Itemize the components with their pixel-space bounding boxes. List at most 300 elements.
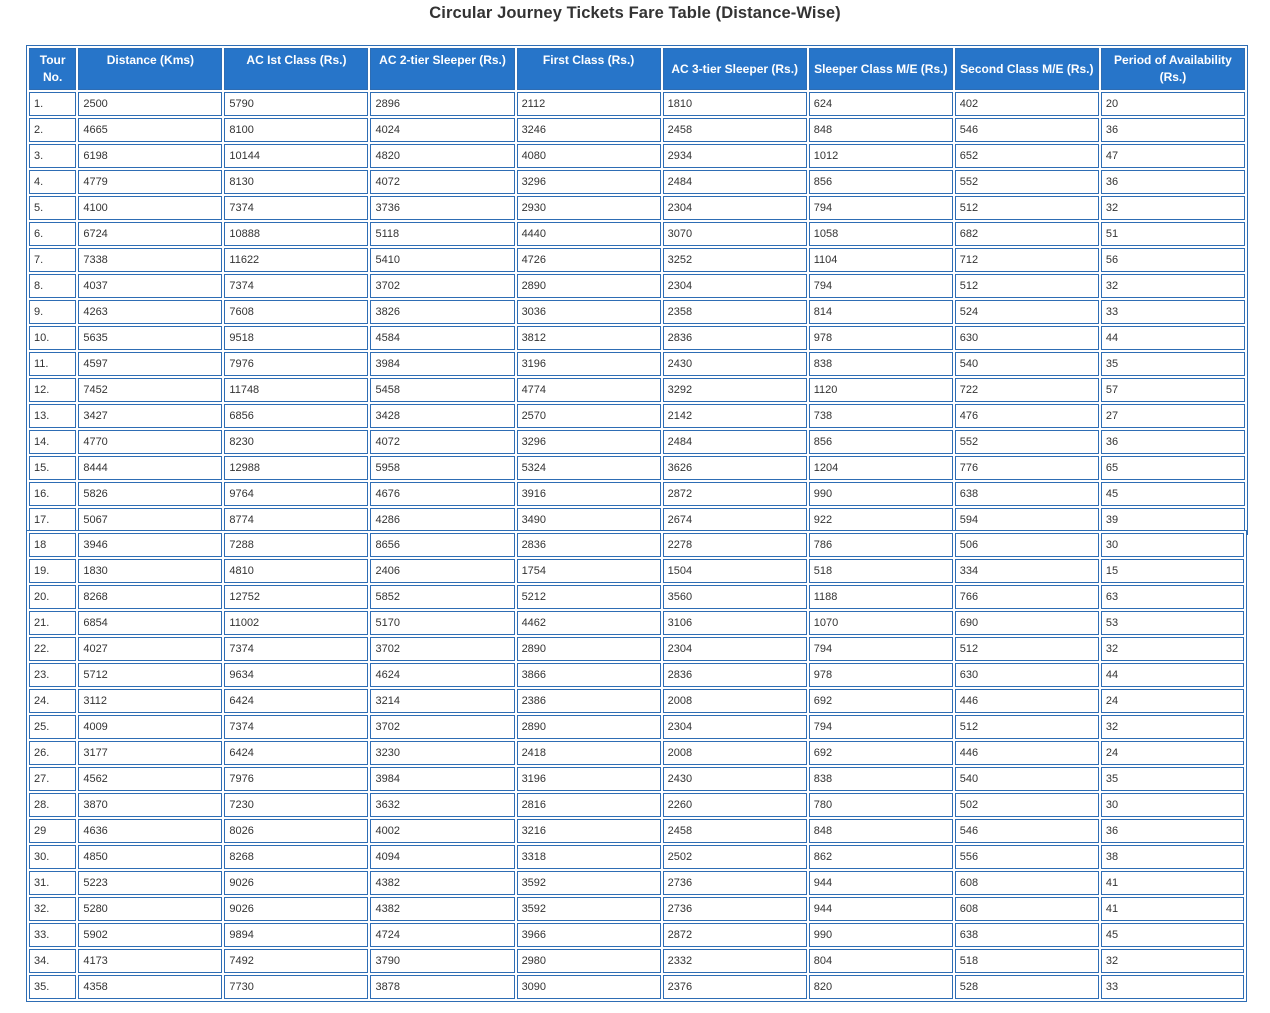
cell-period-of-availability: 15 xyxy=(1101,559,1244,583)
cell-ac-3-tier: 2674 xyxy=(663,508,807,532)
cell-distance: 4636 xyxy=(78,819,222,843)
cell-period-of-availability: 32 xyxy=(1101,637,1244,661)
cell-sleeper-class: 1104 xyxy=(809,248,953,272)
cell-ac-first-class: 7230 xyxy=(224,793,368,817)
cell-sleeper-class: 990 xyxy=(809,923,953,947)
cell-period-of-availability: 53 xyxy=(1101,611,1244,635)
cell-first-class: 3592 xyxy=(517,871,661,895)
cell-sleeper-class: 794 xyxy=(809,274,953,298)
cell-first-class: 2890 xyxy=(517,637,661,661)
cell-second-class: 512 xyxy=(955,637,1099,661)
cell-distance: 5902 xyxy=(78,923,222,947)
cell-second-class: 502 xyxy=(955,793,1099,817)
cell-sleeper-class: 814 xyxy=(809,300,953,324)
cell-ac-3-tier: 2304 xyxy=(663,274,807,298)
cell-ac-first-class: 7374 xyxy=(224,196,368,220)
cell-tour-no: 10. xyxy=(29,326,76,350)
cell-ac-2-tier: 3984 xyxy=(370,352,514,376)
cell-ac-first-class: 7976 xyxy=(224,352,368,376)
cell-ac-first-class: 7288 xyxy=(224,533,368,557)
cell-tour-no: 35. xyxy=(29,975,76,999)
cell-ac-first-class: 8774 xyxy=(224,508,368,532)
cell-first-class: 2930 xyxy=(517,196,661,220)
fare-table-part-2 xyxy=(26,530,1247,1002)
table-row xyxy=(29,430,1245,454)
cell-tour-no: 26. xyxy=(29,741,76,765)
cell-period-of-availability: 20 xyxy=(1101,92,1245,116)
cell-tour-no: 18 xyxy=(29,533,76,557)
cell-ac-first-class: 8268 xyxy=(224,845,368,869)
header-first-class: First Class (Rs.) xyxy=(517,48,661,90)
header-period-of-availability: Period of Availability (Rs.) xyxy=(1101,48,1245,90)
cell-ac-2-tier: 4820 xyxy=(370,144,514,168)
cell-ac-first-class: 12752 xyxy=(224,585,368,609)
cell-ac-3-tier: 2332 xyxy=(663,949,807,973)
cell-sleeper-class: 990 xyxy=(809,482,953,506)
table-header-row xyxy=(29,48,1245,90)
cell-distance: 7338 xyxy=(78,248,222,272)
cell-sleeper-class: 692 xyxy=(809,741,953,765)
cell-distance: 4037 xyxy=(78,274,222,298)
cell-sleeper-class: 862 xyxy=(809,845,953,869)
cell-ac-3-tier: 2872 xyxy=(663,482,807,506)
cell-ac-2-tier: 3826 xyxy=(370,300,514,324)
cell-ac-2-tier: 2406 xyxy=(370,559,514,583)
cell-sleeper-class: 848 xyxy=(809,819,953,843)
cell-distance: 4358 xyxy=(78,975,222,999)
cell-second-class: 630 xyxy=(955,326,1099,350)
cell-ac-3-tier: 2278 xyxy=(663,533,807,557)
cell-tour-no: 28. xyxy=(29,793,76,817)
cell-sleeper-class: 518 xyxy=(809,559,953,583)
cell-distance: 4173 xyxy=(78,949,222,973)
cell-second-class: 556 xyxy=(955,845,1099,869)
cell-second-class: 712 xyxy=(955,248,1099,272)
table-row xyxy=(29,456,1245,480)
cell-ac-2-tier: 5852 xyxy=(370,585,514,609)
cell-ac-3-tier: 1504 xyxy=(663,559,807,583)
table-row xyxy=(29,663,1244,687)
cell-period-of-availability: 65 xyxy=(1101,456,1245,480)
cell-ac-2-tier: 3428 xyxy=(370,404,514,428)
cell-ac-2-tier: 3702 xyxy=(370,637,514,661)
cell-sleeper-class: 944 xyxy=(809,871,953,895)
cell-period-of-availability: 51 xyxy=(1101,222,1245,246)
cell-first-class: 5212 xyxy=(517,585,661,609)
cell-first-class: 3196 xyxy=(517,767,661,791)
cell-second-class: 402 xyxy=(955,92,1099,116)
table-row xyxy=(29,975,1244,999)
cell-period-of-availability: 56 xyxy=(1101,248,1245,272)
cell-sleeper-class: 624 xyxy=(809,92,953,116)
cell-tour-no: 24. xyxy=(29,689,76,713)
cell-first-class: 3216 xyxy=(517,819,661,843)
header-tour-no: Tour No. xyxy=(29,48,76,90)
cell-period-of-availability: 45 xyxy=(1101,482,1245,506)
cell-ac-first-class: 8100 xyxy=(224,118,368,142)
cell-distance: 4263 xyxy=(78,300,222,324)
cell-first-class: 3866 xyxy=(517,663,661,687)
cell-ac-first-class: 7492 xyxy=(224,949,368,973)
table-row xyxy=(29,222,1245,246)
cell-second-class: 546 xyxy=(955,118,1099,142)
table-row xyxy=(29,144,1245,168)
cell-first-class: 2890 xyxy=(517,274,661,298)
cell-first-class: 5324 xyxy=(517,456,661,480)
cell-ac-2-tier: 3984 xyxy=(370,767,514,791)
cell-second-class: 776 xyxy=(955,456,1099,480)
cell-first-class: 3592 xyxy=(517,897,661,921)
cell-ac-2-tier: 4072 xyxy=(370,170,514,194)
cell-period-of-availability: 32 xyxy=(1101,196,1245,220)
cell-distance: 5712 xyxy=(78,663,222,687)
cell-distance: 4009 xyxy=(78,715,222,739)
cell-ac-2-tier: 4094 xyxy=(370,845,514,869)
cell-period-of-availability: 36 xyxy=(1101,819,1244,843)
cell-distance: 6724 xyxy=(78,222,222,246)
cell-second-class: 512 xyxy=(955,196,1099,220)
cell-ac-first-class: 9764 xyxy=(224,482,368,506)
cell-period-of-availability: 45 xyxy=(1101,923,1244,947)
header-ac-first-class: AC Ist Class (Rs.) xyxy=(224,48,368,90)
table-row xyxy=(29,326,1245,350)
cell-first-class: 2112 xyxy=(517,92,661,116)
cell-first-class: 2816 xyxy=(517,793,661,817)
cell-distance: 4665 xyxy=(78,118,222,142)
cell-ac-first-class: 10144 xyxy=(224,144,368,168)
cell-second-class: 652 xyxy=(955,144,1099,168)
table-body-part-2 xyxy=(29,533,1244,999)
cell-period-of-availability: 36 xyxy=(1101,118,1245,142)
cell-second-class: 518 xyxy=(955,949,1099,973)
cell-ac-3-tier: 2358 xyxy=(663,300,807,324)
cell-distance: 7452 xyxy=(78,378,222,402)
cell-sleeper-class: 838 xyxy=(809,767,953,791)
cell-tour-no: 25. xyxy=(29,715,76,739)
table-row xyxy=(29,482,1245,506)
cell-sleeper-class: 794 xyxy=(809,196,953,220)
cell-ac-3-tier: 2260 xyxy=(663,793,807,817)
cell-distance: 8268 xyxy=(78,585,222,609)
cell-second-class: 476 xyxy=(955,404,1099,428)
cell-ac-2-tier: 4382 xyxy=(370,897,514,921)
cell-sleeper-class: 786 xyxy=(809,533,953,557)
cell-first-class: 3966 xyxy=(517,923,661,947)
cell-second-class: 630 xyxy=(955,663,1099,687)
cell-distance: 6198 xyxy=(78,144,222,168)
table-row xyxy=(29,793,1244,817)
header-ac-3-tier: AC 3-tier Sleeper (Rs.) xyxy=(663,48,807,90)
cell-sleeper-class: 1188 xyxy=(809,585,953,609)
cell-tour-no: 14. xyxy=(29,430,76,454)
cell-ac-3-tier: 2430 xyxy=(663,767,807,791)
cell-tour-no: 13. xyxy=(29,404,76,428)
cell-first-class: 3296 xyxy=(517,430,661,454)
cell-distance: 3112 xyxy=(78,689,222,713)
cell-tour-no: 21. xyxy=(29,611,76,635)
cell-sleeper-class: 944 xyxy=(809,897,953,921)
cell-tour-no: 9. xyxy=(29,300,76,324)
table-row xyxy=(29,300,1245,324)
table-row xyxy=(29,949,1244,973)
cell-tour-no: 15. xyxy=(29,456,76,480)
cell-tour-no: 20. xyxy=(29,585,76,609)
cell-sleeper-class: 794 xyxy=(809,637,953,661)
cell-ac-3-tier: 2376 xyxy=(663,975,807,999)
table-row xyxy=(29,559,1244,583)
header-ac-2-tier: AC 2-tier Sleeper (Rs.) xyxy=(370,48,514,90)
table-row xyxy=(29,533,1244,557)
cell-sleeper-class: 856 xyxy=(809,430,953,454)
cell-second-class: 552 xyxy=(955,430,1099,454)
cell-first-class: 3318 xyxy=(517,845,661,869)
cell-tour-no: 16. xyxy=(29,482,76,506)
cell-distance: 6854 xyxy=(78,611,222,635)
cell-ac-first-class: 11002 xyxy=(224,611,368,635)
cell-period-of-availability: 35 xyxy=(1101,352,1245,376)
cell-ac-2-tier: 3632 xyxy=(370,793,514,817)
cell-second-class: 446 xyxy=(955,741,1099,765)
cell-distance: 4027 xyxy=(78,637,222,661)
cell-second-class: 334 xyxy=(955,559,1099,583)
cell-tour-no: 30. xyxy=(29,845,76,869)
cell-first-class: 3490 xyxy=(517,508,661,532)
cell-tour-no: 6. xyxy=(29,222,76,246)
cell-first-class: 3916 xyxy=(517,482,661,506)
cell-sleeper-class: 978 xyxy=(809,663,953,687)
table-row xyxy=(29,352,1245,376)
cell-distance: 2500 xyxy=(78,92,222,116)
cell-second-class: 506 xyxy=(955,533,1099,557)
cell-ac-3-tier: 2304 xyxy=(663,715,807,739)
table-row xyxy=(29,923,1244,947)
cell-ac-3-tier: 3070 xyxy=(663,222,807,246)
table-row xyxy=(29,871,1244,895)
cell-ac-first-class: 9894 xyxy=(224,923,368,947)
header-sleeper-class: Sleeper Class M/E (Rs.) xyxy=(809,48,953,90)
cell-period-of-availability: 35 xyxy=(1101,767,1244,791)
cell-ac-first-class: 8230 xyxy=(224,430,368,454)
cell-ac-2-tier: 3230 xyxy=(370,741,514,765)
cell-sleeper-class: 804 xyxy=(809,949,953,973)
table-row xyxy=(29,689,1244,713)
cell-first-class: 2570 xyxy=(517,404,661,428)
cell-tour-no: 3. xyxy=(29,144,76,168)
cell-distance: 5280 xyxy=(78,897,222,921)
cell-ac-3-tier: 3106 xyxy=(663,611,807,635)
cell-ac-first-class: 9026 xyxy=(224,897,368,921)
cell-distance: 4770 xyxy=(78,430,222,454)
cell-second-class: 682 xyxy=(955,222,1099,246)
cell-period-of-availability: 36 xyxy=(1101,170,1245,194)
table-row xyxy=(29,404,1245,428)
cell-second-class: 594 xyxy=(955,508,1099,532)
cell-ac-2-tier: 3702 xyxy=(370,274,514,298)
cell-ac-3-tier: 2872 xyxy=(663,923,807,947)
cell-distance: 1830 xyxy=(78,559,222,583)
cell-ac-first-class: 4810 xyxy=(224,559,368,583)
cell-first-class: 4774 xyxy=(517,378,661,402)
cell-ac-3-tier: 2142 xyxy=(663,404,807,428)
cell-tour-no: 11. xyxy=(29,352,76,376)
cell-distance: 4100 xyxy=(78,196,222,220)
cell-second-class: 512 xyxy=(955,715,1099,739)
cell-distance: 5635 xyxy=(78,326,222,350)
cell-ac-2-tier: 5118 xyxy=(370,222,514,246)
cell-ac-2-tier: 3736 xyxy=(370,196,514,220)
cell-period-of-availability: 32 xyxy=(1101,949,1244,973)
cell-distance: 4779 xyxy=(78,170,222,194)
cell-period-of-availability: 27 xyxy=(1101,404,1245,428)
cell-first-class: 2418 xyxy=(517,741,661,765)
cell-period-of-availability: 32 xyxy=(1101,274,1245,298)
cell-ac-3-tier: 3626 xyxy=(663,456,807,480)
cell-second-class: 638 xyxy=(955,482,1099,506)
fare-table-part-1 xyxy=(26,45,1248,535)
cell-period-of-availability: 44 xyxy=(1101,326,1245,350)
cell-ac-3-tier: 2736 xyxy=(663,871,807,895)
cell-first-class: 1754 xyxy=(517,559,661,583)
cell-ac-3-tier: 2304 xyxy=(663,637,807,661)
cell-distance: 3946 xyxy=(78,533,222,557)
cell-period-of-availability: 38 xyxy=(1101,845,1244,869)
cell-ac-3-tier: 2836 xyxy=(663,326,807,350)
cell-tour-no: 29 xyxy=(29,819,76,843)
cell-tour-no: 1. xyxy=(29,92,76,116)
cell-ac-3-tier: 2502 xyxy=(663,845,807,869)
table-row xyxy=(29,274,1245,298)
cell-ac-3-tier: 2458 xyxy=(663,819,807,843)
cell-period-of-availability: 41 xyxy=(1101,871,1244,895)
table-row xyxy=(29,92,1245,116)
cell-period-of-availability: 24 xyxy=(1101,689,1244,713)
cell-ac-2-tier: 4584 xyxy=(370,326,514,350)
cell-period-of-availability: 41 xyxy=(1101,897,1244,921)
cell-distance: 4562 xyxy=(78,767,222,791)
cell-second-class: 690 xyxy=(955,611,1099,635)
header-distance: Distance (Kms) xyxy=(78,48,222,90)
table-body-part-1 xyxy=(29,92,1245,532)
cell-ac-first-class: 7374 xyxy=(224,274,368,298)
cell-tour-no: 17. xyxy=(29,508,76,532)
table-row xyxy=(29,170,1245,194)
cell-sleeper-class: 1120 xyxy=(809,378,953,402)
cell-ac-first-class: 8130 xyxy=(224,170,368,194)
cell-ac-3-tier: 3252 xyxy=(663,248,807,272)
cell-tour-no: 8. xyxy=(29,274,76,298)
cell-period-of-availability: 57 xyxy=(1101,378,1245,402)
cell-tour-no: 33. xyxy=(29,923,76,947)
table-row xyxy=(29,378,1245,402)
cell-sleeper-class: 780 xyxy=(809,793,953,817)
cell-second-class: 540 xyxy=(955,352,1099,376)
cell-tour-no: 32. xyxy=(29,897,76,921)
cell-tour-no: 5. xyxy=(29,196,76,220)
cell-ac-3-tier: 2458 xyxy=(663,118,807,142)
cell-ac-first-class: 9634 xyxy=(224,663,368,687)
cell-tour-no: 12. xyxy=(29,378,76,402)
cell-first-class: 3812 xyxy=(517,326,661,350)
cell-ac-2-tier: 5458 xyxy=(370,378,514,402)
cell-ac-first-class: 9518 xyxy=(224,326,368,350)
cell-first-class: 2890 xyxy=(517,715,661,739)
table-row xyxy=(29,715,1244,739)
cell-tour-no: 34. xyxy=(29,949,76,973)
cell-ac-2-tier: 4676 xyxy=(370,482,514,506)
cell-second-class: 608 xyxy=(955,871,1099,895)
cell-ac-first-class: 7374 xyxy=(224,715,368,739)
cell-first-class: 3196 xyxy=(517,352,661,376)
cell-period-of-availability: 47 xyxy=(1101,144,1245,168)
cell-sleeper-class: 820 xyxy=(809,975,953,999)
cell-second-class: 524 xyxy=(955,300,1099,324)
cell-distance: 5223 xyxy=(78,871,222,895)
cell-second-class: 546 xyxy=(955,819,1099,843)
cell-period-of-availability: 36 xyxy=(1101,430,1245,454)
cell-first-class: 2980 xyxy=(517,949,661,973)
table-row xyxy=(29,767,1244,791)
cell-period-of-availability: 30 xyxy=(1101,793,1244,817)
cell-period-of-availability: 32 xyxy=(1101,715,1244,739)
cell-distance: 5067 xyxy=(78,508,222,532)
cell-ac-first-class: 7730 xyxy=(224,975,368,999)
cell-sleeper-class: 922 xyxy=(809,508,953,532)
cell-sleeper-class: 1204 xyxy=(809,456,953,480)
cell-sleeper-class: 838 xyxy=(809,352,953,376)
cell-first-class: 3246 xyxy=(517,118,661,142)
cell-ac-2-tier: 5170 xyxy=(370,611,514,635)
cell-sleeper-class: 856 xyxy=(809,170,953,194)
cell-sleeper-class: 848 xyxy=(809,118,953,142)
cell-period-of-availability: 24 xyxy=(1101,741,1244,765)
cell-ac-3-tier: 3560 xyxy=(663,585,807,609)
cell-distance: 8444 xyxy=(78,456,222,480)
cell-ac-2-tier: 4624 xyxy=(370,663,514,687)
cell-ac-2-tier: 4724 xyxy=(370,923,514,947)
cell-distance: 3177 xyxy=(78,741,222,765)
table-row xyxy=(29,196,1245,220)
cell-ac-first-class: 12988 xyxy=(224,456,368,480)
cell-tour-no: 23. xyxy=(29,663,76,687)
table-row xyxy=(29,637,1244,661)
cell-ac-2-tier: 3214 xyxy=(370,689,514,713)
cell-distance: 4850 xyxy=(78,845,222,869)
table-row xyxy=(29,585,1244,609)
cell-ac-3-tier: 1810 xyxy=(663,92,807,116)
cell-first-class: 4440 xyxy=(517,222,661,246)
cell-first-class: 4080 xyxy=(517,144,661,168)
cell-ac-first-class: 7374 xyxy=(224,637,368,661)
header-second-class: Second Class M/E (Rs.) xyxy=(955,48,1099,90)
cell-second-class: 540 xyxy=(955,767,1099,791)
cell-tour-no: 19. xyxy=(29,559,76,583)
cell-ac-3-tier: 2836 xyxy=(663,663,807,687)
cell-ac-2-tier: 2896 xyxy=(370,92,514,116)
cell-ac-3-tier: 2008 xyxy=(663,741,807,765)
cell-ac-first-class: 11748 xyxy=(224,378,368,402)
cell-ac-2-tier: 5958 xyxy=(370,456,514,480)
cell-ac-3-tier: 2430 xyxy=(663,352,807,376)
cell-ac-first-class: 6856 xyxy=(224,404,368,428)
cell-first-class: 4462 xyxy=(517,611,661,635)
cell-second-class: 608 xyxy=(955,897,1099,921)
cell-ac-first-class: 7608 xyxy=(224,300,368,324)
cell-first-class: 3296 xyxy=(517,170,661,194)
cell-ac-2-tier: 4286 xyxy=(370,508,514,532)
cell-ac-first-class: 5790 xyxy=(224,92,368,116)
cell-first-class: 4726 xyxy=(517,248,661,272)
cell-sleeper-class: 692 xyxy=(809,689,953,713)
